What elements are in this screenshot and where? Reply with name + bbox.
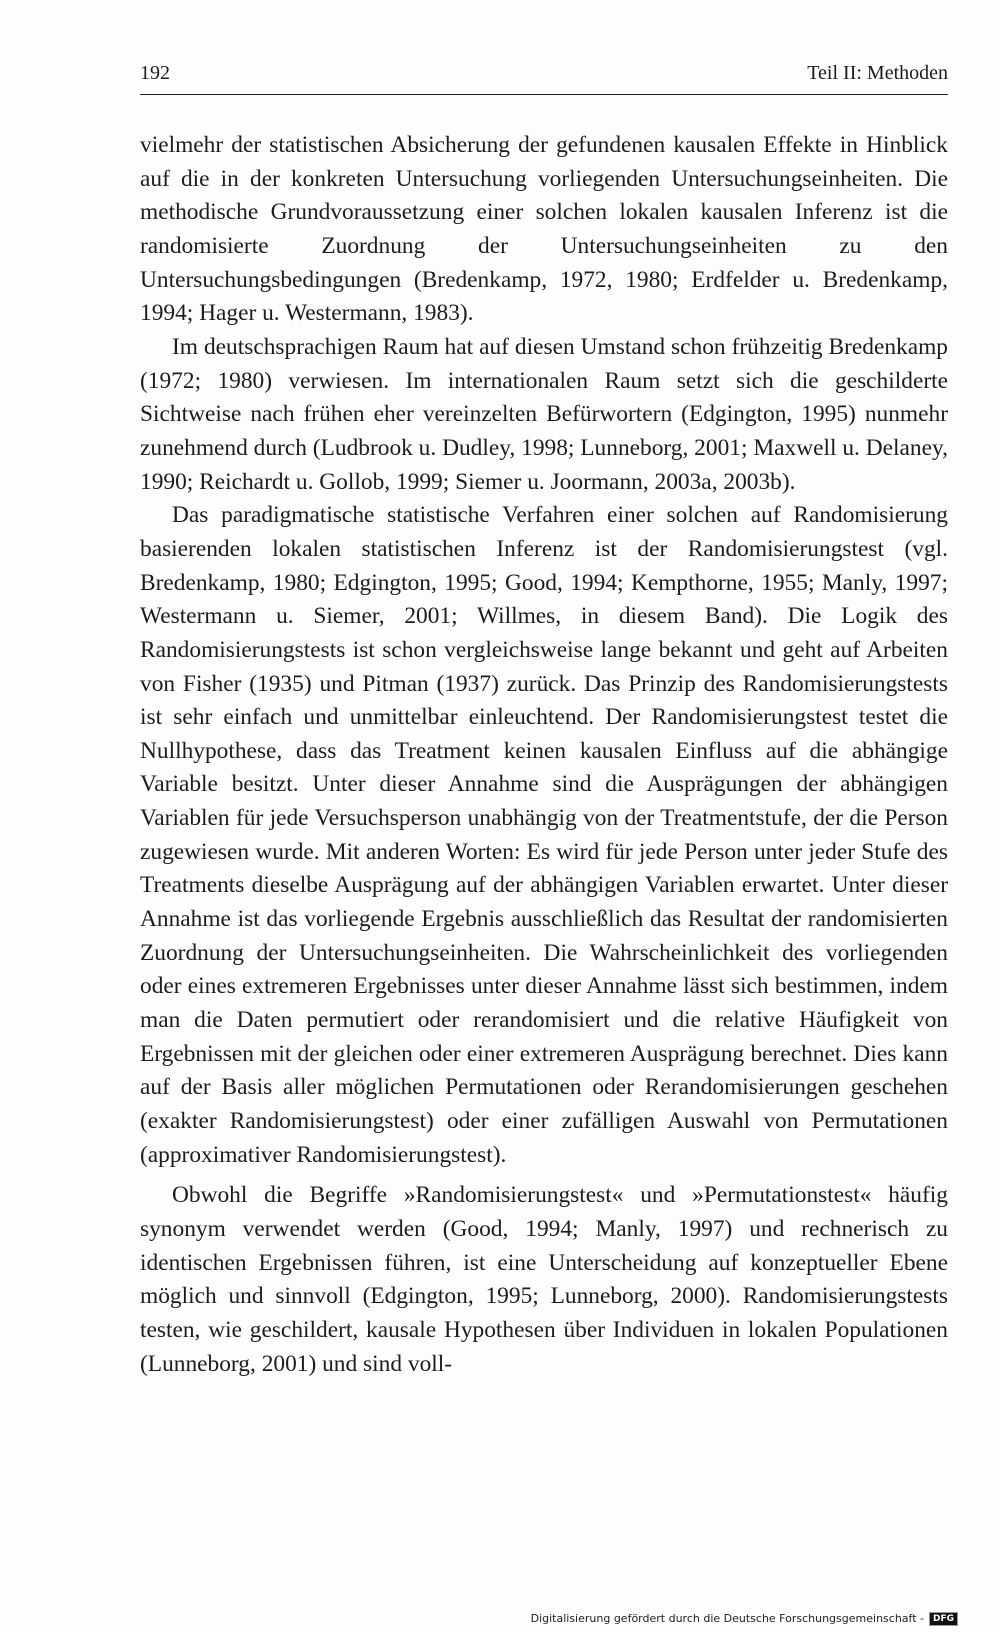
page-number: 192 xyxy=(140,62,170,84)
section-title: Teil II: Methoden xyxy=(807,62,948,84)
paragraph-3: Das paradigmatische statistische Verfahren einer solchen auf Randomisierung basierenden lokalen statistischen Inferenz ist der Randomisierungstest (vgl. Bredenkamp, 1980; Edgington, 1995; Good, 1994; Kempthorne, 1955; Manly, 1997; Westermann u. Siemer, 2001; Willmes, in diesem Band). Die Logik des Randomisierungstests ist schon vergleichsweise lange bekannt und geht auf Arbeiten von Fisher (1935) und Pitman (1937) zurück. Das Prinzip des Randomisierungstests ist sehr einfach und unmittelbar einleuchtend. Der Randomisierungstest testet die Nullhypothese, dass das Treatment keinen kausalen Einfluss auf die abhängige Variable besitzt. Unter dieser Annahme sind die Ausprägungen der abhängigen Variablen für jede Versuchsperson unabhängig von der Treatmentstufe, der die Person zugewiesen wurde. Mit anderen Worten: Es wird für jede Person unter jeder Stufe des Treatments dieselbe Ausprägung auf der abhängigen Variablen erwartet. Unter dieser Annahme ist das vorliegende Ergebnis ausschließlich das Resultat der randomisierten Zuordnung der Untersuchungseinheiten. Die Wahrscheinlichkeit des vorliegenden oder eines extremeren Ergebnisses unter dieser Annahme lässt sich bestimmen, indem man die Daten permutiert oder rerandomisiert und die relative Häufigkeit von Ergebnissen mit der gleichen oder einer extremeren Ausprägung berechnet. Dies kann auf der Basis aller möglichen Permutationen oder Rerandomisierungen geschehen (exakter Randomisierungstest) oder einer zufälligen Auswahl von Permutationen (approximativer Randomisierungstest). xyxy=(140,502,948,1168)
digitization-footer xyxy=(531,1612,958,1626)
paragraph-2: Im deutschsprachigen Raum hat auf diesen Umstand schon frühzeitig Bredenkamp (1972; 1980) verwiesen. Im internationalen Raum setzt sich die geschilderte Sichtweise nach frühen eher vereinzelten Befürwortern (Edgington, 1995) nunmehr zunehmend durch (Ludbrook u. Dudley, 1998; Lunneborg, 2001; Maxwell u. Delaney, 1990; Reichardt u. Gollob, 1999; Siemer u. Joormann, 2003a, 2003b). xyxy=(140,333,948,495)
running-head xyxy=(140,58,948,95)
digitization-note: Digitalisierung gefördert durch die Deutsche Forschungsgemeinschaft - xyxy=(530,1612,924,1625)
paragraph-1: vielmehr der statistischen Absicherung der gefundenen kausalen Effekte in Hinblick auf die in der konkreten Untersuchung vorliegenden Untersuchungseinheiten. Die methodische Grundvoraussetzung einer solchen lokalen kausalen Inferenz ist die randomisierte Zuordnung der Untersuchungseinheiten zu den Untersuchungsbedingungen (Bredenkamp, 1972, 1980; Erdfelder u. Bredenkamp, 1994; Hager u. Westermann, 1983). xyxy=(140,132,948,327)
dfg-logo: DFG xyxy=(929,1612,958,1626)
body-text xyxy=(140,129,948,1381)
paragraph-4: Obwohl die Begriffe »Randomisierungstest« und »Permutationstest« häufig synonym verwendet werden (Good, 1994; Manly, 1997) und rechnerisch zu identischen Ergebnissen führen, ist eine Unterscheidung auf konzeptueller Ebene möglich und sinnvoll (Edgington, 1995; Lunneborg, 2000). Randomisierungstests testen, wie geschildert, kausale Hypothesen über Individuen in lokalen Populationen (Lunneborg, 2001) und sind voll- xyxy=(140,1182,948,1377)
